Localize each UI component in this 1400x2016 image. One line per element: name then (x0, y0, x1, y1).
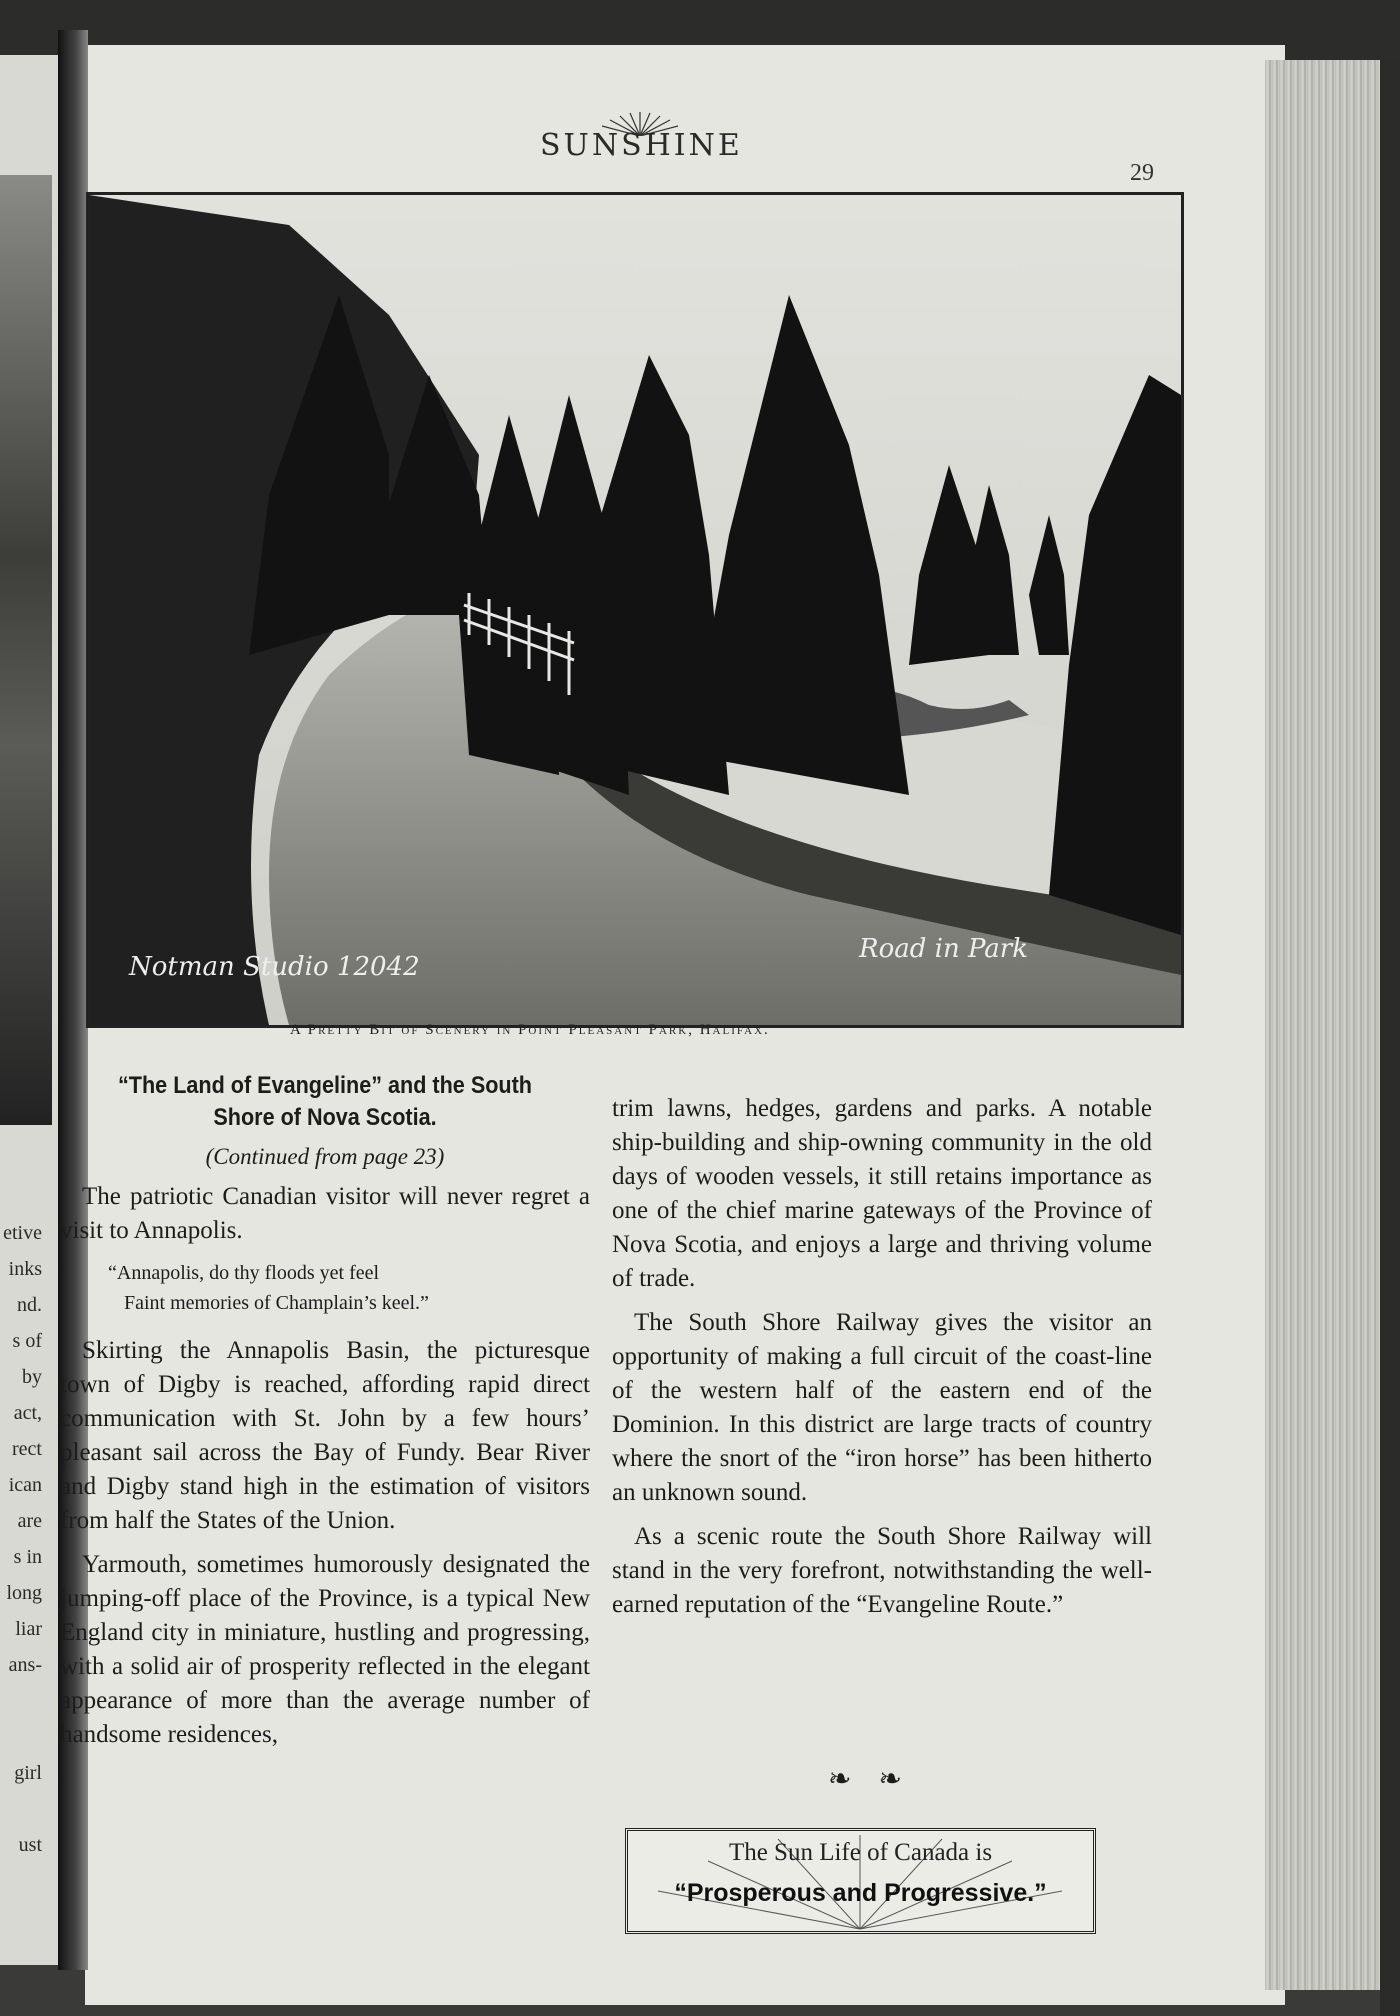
masthead (540, 110, 743, 163)
article-column-right (612, 1092, 1152, 1632)
page-number: 29 (1130, 160, 1154, 186)
paragraph: The South Shore Railway gives the visitor an opportunity of making a full circuit of the coast-line of the western half of the eastern end of the Dominion. In this district are large tracts of country where the snort of the “iron horse” has been hitherto an unknown sound. (612, 1309, 1152, 1506)
paragraph: trim lawns, hedges, gardens and parks. A notable ship-building and ship-owning community in the old days of wooden vessels, it still retains importance as one of the chief marine gateways of the Province of Nova Scotia, and enjoys a large and thriving volume of trade. (612, 1095, 1152, 1292)
facing-page-word: rect (12, 1438, 42, 1460)
facing-page-word: act, (13, 1402, 42, 1424)
facing-page-word: ican (8, 1474, 42, 1496)
article-column-left (60, 1070, 590, 1762)
quote-line: “Annapolis, do thy floods yet feel (108, 1262, 380, 1284)
facing-page-word: liar (15, 1618, 42, 1640)
facing-page-word: girl (14, 1762, 42, 1784)
facing-page-word (2, 1719, 42, 1755)
paragraph: Skirting the Annapolis Basin, the picturesque town of Digby is reached, affording rapid direct communication with St. John by a few hours’ pleasant sail across the Bay of Fundy. Bear River and Digby stand high in the estimation of visitors from half the States of the Union. (60, 1337, 590, 1534)
scan-edge (1380, 60, 1400, 2016)
sun-life-advertisement (625, 1828, 1096, 1934)
facing-page-word: nd. (17, 1294, 42, 1316)
article-title: “The Land of Evangeline” and the South Shore of Nova Scotia. (117, 1072, 533, 1131)
leaf-ornament-icon: ❧ ❧ (828, 1764, 912, 1795)
photo-scene (89, 195, 1181, 1025)
ad-slogan: “Prosperous and Progressive.” (674, 1879, 1047, 1907)
facing-page-word: etive (3, 1222, 42, 1244)
paragraph: Yarmouth, sometimes humorously designated the jumping-off place of the Province, is a typical New England city in miniature, hustling and progressing, with a solid air of prosperity reflected in the elegant appearance of more than the average number of handsome residences, (60, 1551, 590, 1748)
verse-quote (108, 1258, 590, 1318)
facing-page-word (2, 1791, 42, 1827)
facing-page-word: ust (18, 1834, 42, 1856)
facing-page-word (2, 1683, 42, 1719)
quote-line: Faint memories of Champlain’s keel.” (124, 1292, 429, 1314)
paragraph: As a scenic route the South Shore Railway will stand in the very forefront, notwithstanding the well-earned reputation of the “Evangeline Route.” (612, 1523, 1152, 1618)
photo-caption: A Pretty Bit of Scenery in Point Pleasant Park, Halifax. (290, 1022, 770, 1038)
paragraph: The patriotic Canadian visitor will never regret a visit to Annapolis. (60, 1183, 590, 1244)
facing-page-word: long (6, 1582, 42, 1604)
park-road-photo (86, 192, 1184, 1028)
ad-text-line1: The Sun Life of Canada is (728, 1839, 993, 1866)
facing-page-word: by (22, 1366, 42, 1388)
facing-page-word: s of (12, 1330, 42, 1352)
facing-page-word: inks (8, 1258, 42, 1280)
facing-page-word: ans- (8, 1654, 42, 1676)
facing-page-word: are (17, 1510, 42, 1532)
facing-page-word: s in (13, 1546, 42, 1568)
continued-note: (Continued from page 23) (205, 1144, 445, 1169)
facing-page-photo (0, 175, 52, 1125)
book-page-edges (1265, 60, 1380, 1990)
photo-title-inscription: Road in Park (859, 934, 1028, 964)
facing-page-text (2, 1215, 42, 1863)
masthead-title: SUNSHINE (540, 128, 743, 163)
photographer-signature: Notman Studio 12042 (129, 952, 420, 982)
